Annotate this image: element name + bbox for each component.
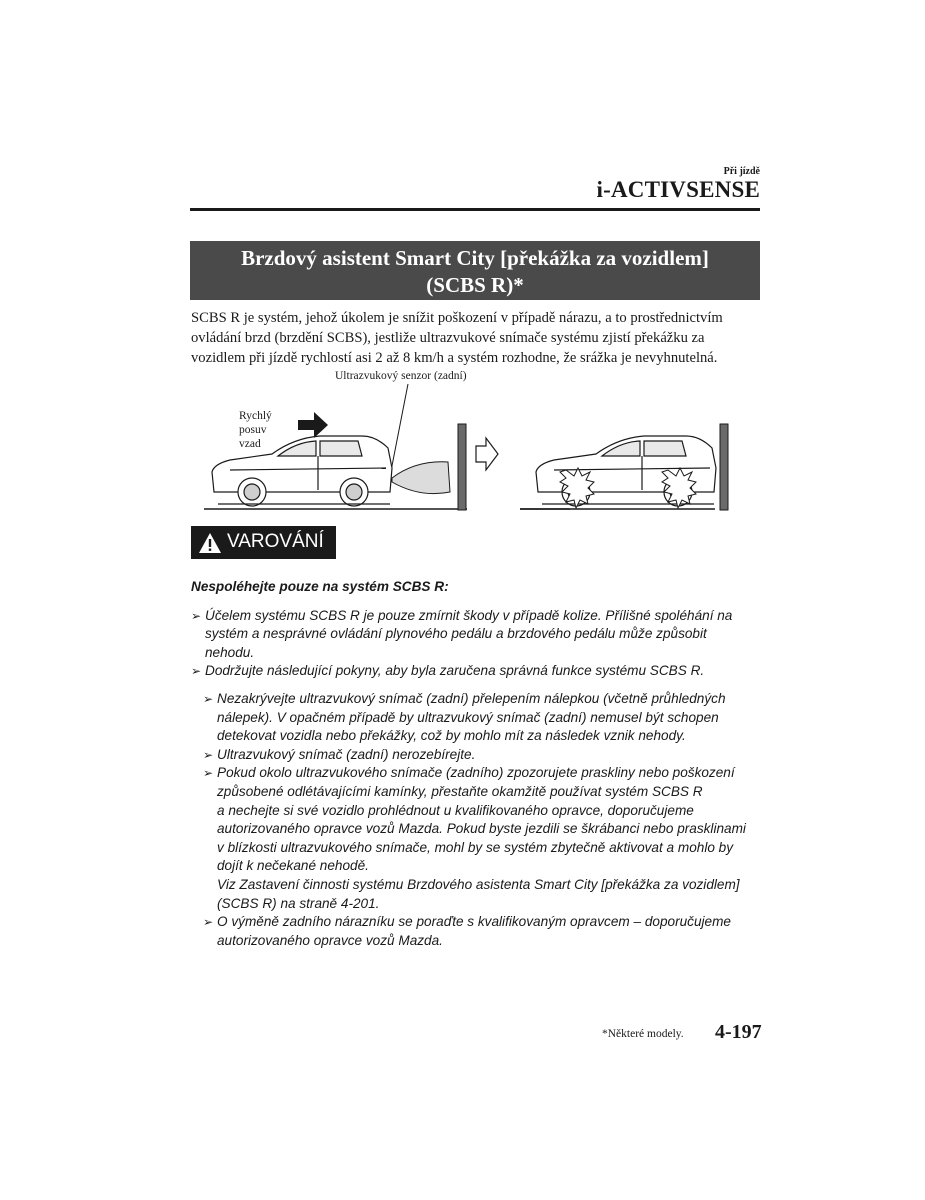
warning-subtitle: Nespoléhejte pouze na systém SCBS R:: [191, 579, 449, 594]
section-header: Při jízdě: [723, 166, 760, 177]
bullet-arrow-icon: ➢: [203, 915, 214, 930]
warning-badge-label: VAROVÁNÍ: [227, 531, 324, 552]
warning-line: nálepek). V opačném případě by ultrazvukový snímač (zadní) nemusel být schopen: [217, 709, 719, 725]
speed-label-line: Rychlý: [239, 410, 272, 422]
warning-line: detekovat vozidla nebo překážky, což by mohlo mít za následek vznik nehody.: [217, 728, 686, 744]
car-left-icon: [212, 436, 392, 506]
warning-line: nehodu.: [205, 644, 255, 660]
bullet-arrow-icon: ➢: [203, 747, 214, 762]
warning-line: Pokud okolo ultrazvukového snímače (zadního) zpozorujete praskliny nebo poškození: [217, 765, 735, 781]
warning-body: [191, 578, 771, 950]
warning-line: autorizovaného opravce vozů Mazda. Pokud byste jezdili se škrábanci nebo prasklinami: [217, 821, 746, 837]
warning-line: v blízkosti ultrazvukového snímače, mohl by se systém zbytečně aktivovat a mohlo by: [217, 839, 734, 855]
warning-line: dojít k nečekané nehodě.: [217, 858, 369, 874]
warning-line: Ultrazvukový snímač (zadní) nerozebírejte.: [217, 746, 476, 762]
warning-subitem: [191, 764, 771, 913]
warning-item: [191, 662, 771, 681]
obstacle-pole: [720, 424, 728, 510]
figure-drawing-right: [530, 364, 740, 524]
scbs-figure: [190, 364, 570, 524]
intro-paragraph: [191, 308, 766, 368]
obstacle-pole: [458, 424, 466, 510]
warning-badge: [191, 526, 336, 559]
warning-line: systém a nesprávné ovládání plynového pedálu a brzdového pedálu může způsobit: [205, 626, 707, 642]
title-banner: [190, 241, 760, 300]
bullet-arrow-icon: ➢: [203, 766, 214, 781]
warning-subitem: [191, 913, 771, 950]
intro-line: vozidlem při jízdě rychlostí asi 2 až 8 km/h a systém rozhodne, že srážka je nevyhnutelná.: [191, 350, 718, 366]
warning-line: Dodržujte následující pokyny, aby byla zaručena správná funkce systému SCBS R.: [205, 663, 705, 679]
warning-line: způsobené odlétávajícími kamínky, přestaňte okamžitě používat systém SCBS R: [217, 783, 703, 799]
sensor-wave-icon: [392, 462, 450, 494]
title-line-2: (SCBS R)*: [426, 273, 524, 297]
warning-line: a nechejte si své vozidlo prohlédnout u kvalifikovaného opravce, doporučujeme: [217, 802, 694, 818]
speed-label-line: vzad: [239, 438, 261, 450]
page-number: 4-197: [715, 1021, 762, 1043]
warning-line: autorizovaného opravce vozů Mazda.: [217, 932, 443, 948]
bullet-arrow-icon: ➢: [191, 664, 202, 679]
header-rule: [190, 208, 760, 211]
warning-item: [191, 607, 771, 663]
warning-line: Nezakrývejte ultrazvukový snímač (zadní) přelepením nálepkou (včetně průhledných: [217, 690, 726, 706]
warning-line: O výměně zadního nárazníku se poraďte s kvalifikovaným opravcem – doporučujeme: [217, 914, 731, 930]
speed-label-line: posuv: [239, 424, 267, 436]
sensor-label: Ultrazvukový senzor (zadní): [335, 370, 467, 382]
bullet-arrow-icon: ➢: [191, 608, 202, 623]
bullet-arrow-icon: ➢: [203, 691, 214, 706]
warning-subitem: [191, 746, 771, 765]
warning-line: Účelem systému SCBS R je pouze zmírnit škody v případě kolize. Přílišné spoléhání na: [205, 607, 733, 623]
figure-drawing: [190, 364, 570, 524]
cross-reference[interactable]: Viz Zastavení činnosti systému Brzdového asistenta Smart City [překážka za vozidlem]: [217, 876, 740, 892]
cross-reference[interactable]: (SCBS R) na straně 4-201.: [217, 895, 380, 911]
warning-subitem: [191, 690, 771, 746]
transition-arrow-icon: [476, 438, 498, 470]
warning-triangle-icon: [198, 532, 222, 554]
reverse-arrow-icon: [298, 412, 328, 438]
footnote: *Některé modely.: [602, 1028, 684, 1040]
intro-line: ovládání brzd (brzdění SCBS), jestliže ultrazvukové snímače systému zjistí překážku za: [191, 330, 705, 346]
chapter-header: i-ACTIVSENSE: [596, 177, 760, 202]
title-line-1: Brzdový asistent Smart City [překážka za vozidlem]: [241, 246, 709, 270]
intro-line: SCBS R je systém, jehož úkolem je snížit poškození v případě nárazu, a to prostřednictvím: [191, 310, 723, 326]
